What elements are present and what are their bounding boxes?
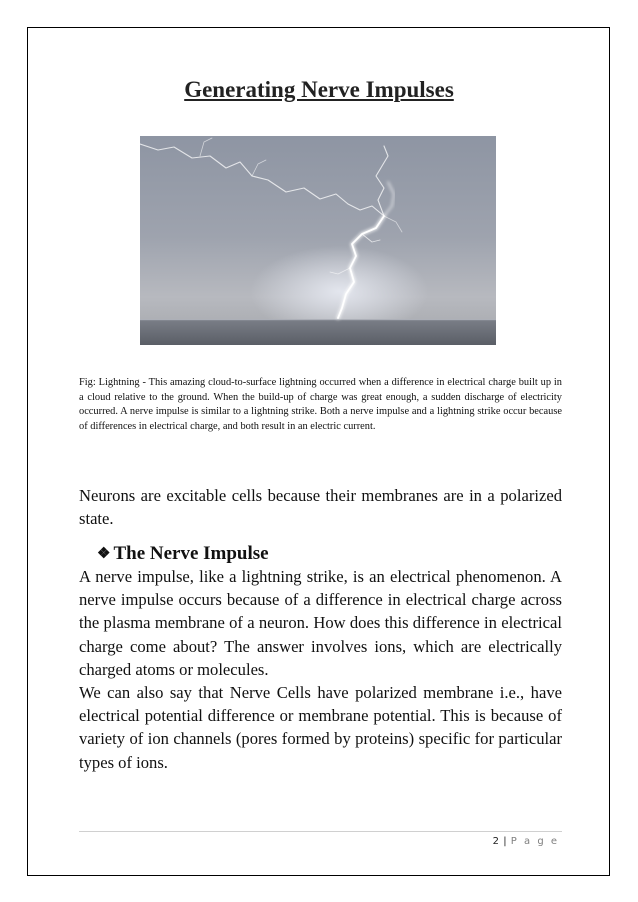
footer-divider xyxy=(79,831,562,832)
page-title: Generating Nerve Impulses xyxy=(184,77,454,102)
section-heading-text: The Nerve Impulse xyxy=(113,543,269,564)
intro-paragraph: Neurons are excitable cells because their membranes are in a polarized state. xyxy=(79,486,562,529)
page-label: P a g e xyxy=(510,836,559,847)
diamond-bullet-icon: ❖ xyxy=(97,546,111,562)
footer-separator: | xyxy=(503,836,508,847)
figure-caption: Fig: Lightning - This amazing cloud-to-surface lightning occurred when a difference in electrical charge built up in a cloud relative to the ground. When the build-up of charge was great enough, a sudden discharge of electricity occurred. A nerve impulse is similar to a lightning strike. Both a nerve impulse and a lightning strike occur because of differences in electrical charge, and both result in an electric current. xyxy=(79,377,562,432)
section-paragraph-1: A nerve impulse, like a lightning strike, is an electrical phenomenon. A nerve impulse occurs because of a difference in electrical charge across the plasma membrane of a neuron. How does this difference in electrical charge come about? The answer involves ions, which are electrically charged atoms or molecules. xyxy=(79,567,562,679)
section-body xyxy=(79,565,562,774)
page-footer xyxy=(493,836,559,847)
lightning-photo xyxy=(140,136,496,345)
section-heading xyxy=(97,543,269,565)
section-paragraph-2: We can also say that Nerve Cells have polarized membrane i.e., have electrical potential difference or membrane potential. This is because of variety of ion channels (pores formed by proteins) specific for particular types of ions. xyxy=(79,683,562,772)
page-number: 2 xyxy=(492,836,500,847)
